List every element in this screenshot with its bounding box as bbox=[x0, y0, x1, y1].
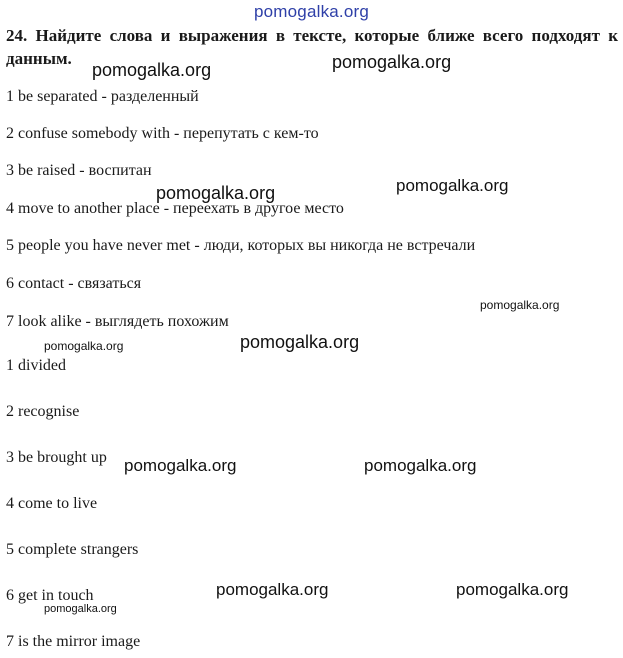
watermark: pomogalka.org bbox=[156, 183, 276, 203]
watermark: pomogalka.org bbox=[44, 603, 117, 615]
answer-4: 4 come to live bbox=[6, 495, 98, 512]
watermark: pomogalka.org bbox=[364, 456, 477, 475]
watermark: pomogalka.org bbox=[44, 339, 124, 353]
given-item-4: 4 move to another place - переехать в другое место bbox=[6, 200, 344, 217]
given-item-1: 1 be separated - разделенный bbox=[6, 88, 199, 105]
given-item-2: 2 confuse somebody with - перепутать с кем-то bbox=[6, 125, 319, 142]
watermark: pomogalka.org bbox=[216, 580, 329, 599]
watermark: pomogalka.org bbox=[332, 52, 452, 72]
answer-5: 5 complete strangers bbox=[6, 541, 139, 558]
header-watermark: pomogalka.org bbox=[253, 2, 370, 21]
answer-6: 6 get in touch bbox=[6, 587, 94, 604]
given-item-3: 3 be raised - воспитан bbox=[6, 162, 152, 179]
watermark: pomogalka.org bbox=[480, 298, 560, 312]
watermark: pomogalka.org bbox=[456, 580, 569, 599]
answer-3: 3 be brought up bbox=[6, 449, 107, 466]
watermark: pomogalka.org bbox=[240, 332, 360, 352]
given-item-6: 6 contact - связаться bbox=[6, 275, 142, 292]
answer-7: 7 is the mirror image bbox=[6, 633, 141, 650]
answer-2: 2 recognise bbox=[6, 403, 80, 420]
task-title: 24. Найдите слова и выражения в тексте, которые ближе всего подходят к данным. bbox=[6, 26, 618, 68]
watermark: pomogalka.org bbox=[92, 60, 212, 80]
answer-1: 1 divided bbox=[6, 357, 66, 374]
given-item-5: 5 people you have never met - люди, которых вы никогда не встречали bbox=[6, 237, 476, 254]
watermark: pomogalka.org bbox=[396, 176, 509, 195]
given-item-7: 7 look alike - выглядеть похожим bbox=[6, 313, 229, 330]
watermark: pomogalka.org bbox=[124, 456, 237, 475]
